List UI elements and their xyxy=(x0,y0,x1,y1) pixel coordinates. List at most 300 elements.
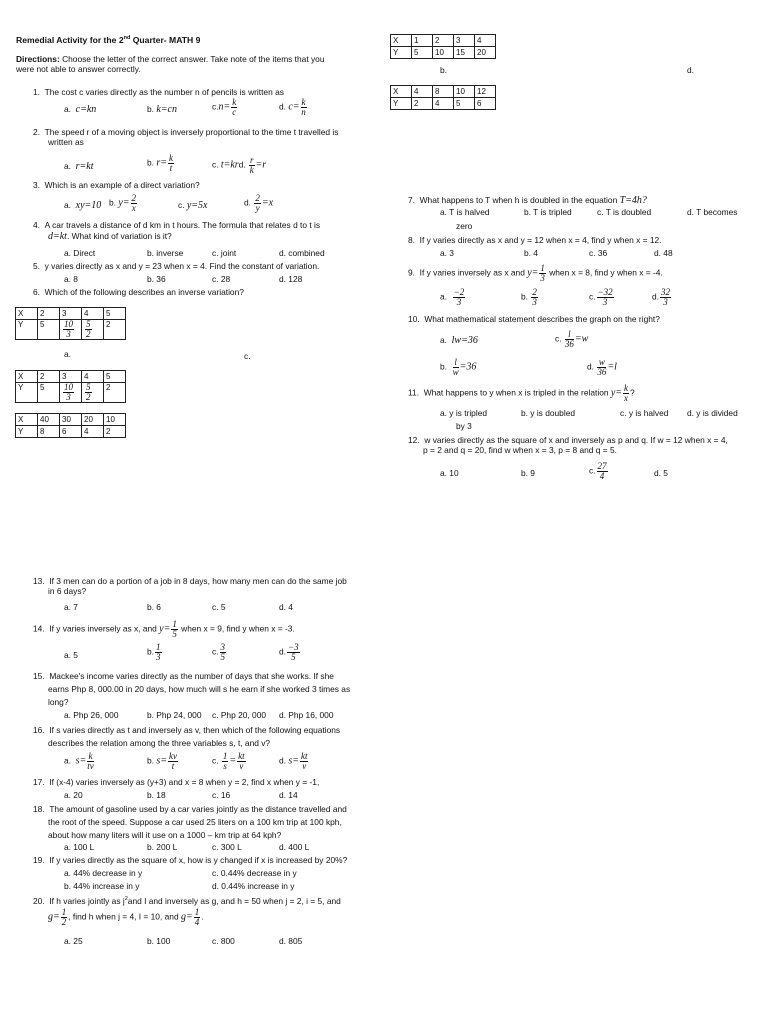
q17-option-c[interactable]: c. 16 xyxy=(212,790,231,800)
fraction xyxy=(249,156,255,175)
cell: X xyxy=(16,308,38,320)
q8-option-b[interactable]: b. 4 xyxy=(524,248,538,258)
denominator: 5 xyxy=(172,629,177,639)
fraction xyxy=(220,643,227,662)
numerator: 2 xyxy=(255,193,260,203)
question-math: y= xyxy=(159,623,171,635)
q20-option-d[interactable]: d. 805 xyxy=(279,936,303,946)
q11-option-d[interactable]: d. y is divided xyxy=(687,408,738,418)
denominator: x xyxy=(131,203,136,213)
question-text-line2: written as xyxy=(48,136,84,147)
q4-option-d[interactable]: d. combined xyxy=(279,248,325,258)
fraction xyxy=(85,383,92,402)
q6-table-b xyxy=(390,34,496,59)
q8-option-c[interactable]: c. 36 xyxy=(589,248,608,258)
option-math: =x xyxy=(261,197,274,209)
numerator: 2 xyxy=(532,287,537,297)
q12-option-b[interactable]: b. 9 xyxy=(521,468,535,478)
question-text-line2: , find h when j = 4, I = 10, and xyxy=(68,911,181,922)
denominator: t xyxy=(169,163,173,173)
fraction xyxy=(597,288,614,307)
cell: 4 xyxy=(82,426,104,438)
denominator: n xyxy=(301,107,306,117)
cell: 5 xyxy=(104,308,126,320)
q11-option-d-cont: by 3 xyxy=(456,421,472,431)
option-letter: a. xyxy=(440,291,447,302)
cell: X xyxy=(16,414,38,426)
cell-fraction xyxy=(82,383,104,403)
option-letter: d. xyxy=(279,646,286,657)
cell: 4 xyxy=(82,371,104,383)
option-letter: d. xyxy=(238,159,246,170)
directions-label: Directions: xyxy=(16,54,60,64)
cell-fraction xyxy=(60,320,82,340)
option-letter: c. xyxy=(212,755,219,766)
question-text: If 3 men can do a portion of a job in 8 days, how many men can do the same job xyxy=(49,576,347,586)
fraction xyxy=(63,383,74,402)
numerator: kv xyxy=(168,751,177,761)
question-math: y= xyxy=(610,387,623,399)
option-letter: a. xyxy=(64,104,71,114)
cell: 3 xyxy=(454,35,475,47)
q12-option-d[interactable]: d. 5 xyxy=(654,468,668,478)
q14-option-d[interactable] xyxy=(279,643,301,662)
cell: 6 xyxy=(475,98,496,110)
cell: X xyxy=(391,35,412,47)
cell: Y xyxy=(391,47,412,59)
q16-option-d[interactable] xyxy=(279,752,309,771)
numerator: w xyxy=(598,357,605,367)
denominator: v xyxy=(302,761,307,771)
q13-option-d[interactable]: d. 4 xyxy=(279,602,293,612)
numerator: 5 xyxy=(86,319,91,329)
question-text-end: ? xyxy=(630,387,635,398)
cell: 6 xyxy=(60,426,82,438)
question-math: g= xyxy=(180,911,193,923)
cell: 10 xyxy=(104,414,126,426)
question-text: The amount of gasoline used by a car varies jointly as the distance travelled and xyxy=(49,804,347,814)
question-number: 16. xyxy=(33,725,45,735)
option-letter: b. xyxy=(147,104,154,114)
cell: 4 xyxy=(82,308,104,320)
question-text-line2: describes the relation among the three variables s, t, and v? xyxy=(48,738,271,749)
question-math: T=4h? xyxy=(619,195,647,206)
q19-option-a[interactable]: a. 44% decrease in y xyxy=(64,868,143,878)
q19-option-d[interactable]: d. 0.44% increase in y xyxy=(212,881,295,891)
numerator: k xyxy=(301,97,306,107)
question-text-line2: . What kind of variation is it? xyxy=(66,230,172,241)
numerator: 1 xyxy=(61,907,67,917)
cell: 30 xyxy=(60,414,82,426)
question-number: 9. xyxy=(408,267,415,278)
q1-option-a[interactable] xyxy=(64,104,96,116)
numerator: 1 xyxy=(222,751,228,761)
q16-option-c[interactable] xyxy=(212,752,247,771)
cell: 4 xyxy=(433,98,454,110)
numerator: k xyxy=(168,153,173,163)
question-text-line2: earns Php 8, 000.00 in 20 days, how much will s he earn if she worked 3 times as xyxy=(48,684,351,695)
question-number: 15. xyxy=(33,671,45,681)
q11-option-c[interactable]: c. y is halved xyxy=(620,408,669,418)
q7-option-d-cont: zero xyxy=(456,221,473,231)
question-text: If s varies directly as t and inversely as v, then which of the following equations xyxy=(49,725,341,735)
q3-option-a[interactable] xyxy=(64,200,101,212)
numerator: 2 xyxy=(131,193,137,203)
fraction xyxy=(61,908,68,927)
fraction xyxy=(155,643,162,662)
denominator: k xyxy=(249,165,254,175)
option-letter: c. xyxy=(212,101,219,112)
option-letter: b. xyxy=(147,646,154,657)
q7-option-d[interactable]: d. T becomes xyxy=(687,207,738,217)
option-math: =l xyxy=(607,361,617,373)
q10-option-d[interactable] xyxy=(587,358,617,377)
option-math: s= xyxy=(75,755,87,767)
table-row-y xyxy=(16,383,126,403)
cell: Y xyxy=(16,383,38,403)
q20-option-b[interactable]: b. 100 xyxy=(147,936,171,946)
question-text-line2: p = 2 and q = 20, find w when x = 3, p = 8 and q = 5. xyxy=(423,444,617,455)
denominator: 4 xyxy=(194,917,200,927)
q6-table-c xyxy=(15,370,126,403)
question-text: What happens to T when h is doubled in the equation xyxy=(419,195,620,205)
question-text: A car travels a distance of d km in t hours. The formula that relates d to t is xyxy=(44,220,321,230)
option-math: k=cn xyxy=(156,104,177,115)
option-math: c= xyxy=(288,101,300,113)
question-text: If h varies jointly as j xyxy=(49,895,125,906)
denominator: 3 xyxy=(602,297,608,307)
q15-option-b[interactable]: b. Php 24, 000 xyxy=(147,710,202,720)
denominator: t xyxy=(171,761,175,771)
numerator: 10 xyxy=(64,319,73,329)
denominator: 2 xyxy=(61,917,67,927)
question-2 xyxy=(33,128,378,147)
fraction xyxy=(453,288,466,307)
q8-option-a[interactable]: a. 3 xyxy=(440,248,454,258)
option-math: =36 xyxy=(459,361,477,373)
fraction xyxy=(301,98,307,117)
q18-option-a[interactable]: a. 100 L xyxy=(64,842,95,852)
q11-option-a[interactable]: a. y is tripled xyxy=(440,408,488,418)
title-superscript: nd xyxy=(123,35,131,41)
q19-option-b[interactable]: b. 44% increase in y xyxy=(64,881,140,891)
question-text: y varies directly as x and y = 23 when x = 4. Find the constant of variation. xyxy=(44,261,320,271)
option-letter: b. xyxy=(147,755,154,766)
denominator: c xyxy=(232,107,237,117)
q14-option-b[interactable] xyxy=(147,643,163,662)
q6-label-a[interactable]: a. xyxy=(64,349,71,359)
cell-fraction xyxy=(82,320,104,340)
cell: 2 xyxy=(104,383,126,403)
q6-label-d[interactable]: d. xyxy=(687,65,694,75)
q11-option-b[interactable]: b. y is doubled xyxy=(521,408,576,418)
q4-option-c[interactable]: c. joint xyxy=(212,248,237,258)
question-14 xyxy=(33,620,295,639)
question-text-end: when x = 8, find y when x = -4. xyxy=(546,267,663,278)
q6-table-a xyxy=(15,307,126,340)
title-text: Remedial Activity for the 2 xyxy=(16,34,124,45)
question-3 xyxy=(33,181,200,191)
option-letter: d. xyxy=(279,755,286,766)
q20-option-a[interactable]: a. 25 xyxy=(64,936,83,946)
question-number: 1. xyxy=(33,87,40,97)
q1-option-b[interactable] xyxy=(147,104,177,116)
q12-option-c[interactable] xyxy=(589,462,609,481)
question-text-end: . xyxy=(201,911,204,922)
question-number: 7. xyxy=(408,195,415,205)
question-math: g= xyxy=(48,911,60,923)
q14-option-a[interactable]: a. 5 xyxy=(64,650,78,660)
question-text: w varies directly as the square of x and inversely as p and q. If w = 12 when x = 4, xyxy=(424,435,728,445)
q9-option-d[interactable] xyxy=(652,288,672,307)
option-math: lw=36 xyxy=(451,335,478,346)
question-text: Which of the following describes an inverse variation? xyxy=(44,287,244,297)
option-math: r= xyxy=(156,157,167,169)
denominator: v xyxy=(239,761,244,771)
fraction xyxy=(168,154,174,173)
cell: Y xyxy=(391,98,412,110)
q6-table-d xyxy=(390,85,496,110)
numerator: 3 xyxy=(220,642,226,652)
numerator: 1 xyxy=(194,907,200,917)
denominator: w xyxy=(452,367,459,377)
numerator: k xyxy=(232,97,237,107)
cell: 20 xyxy=(475,47,496,59)
q9-option-b[interactable] xyxy=(521,288,539,307)
table-row-x xyxy=(16,308,126,320)
cell: Y xyxy=(16,426,38,438)
q18-option-b[interactable]: b. 200 L xyxy=(147,842,178,852)
q10-option-a[interactable] xyxy=(440,335,478,347)
cell-fraction xyxy=(60,383,82,403)
question-number: 20. xyxy=(33,895,45,906)
option-letter: b. xyxy=(109,197,116,208)
question-text: What happens to y when x is tripled in the relation xyxy=(423,387,611,398)
question-16 xyxy=(33,724,378,750)
q9-option-a[interactable] xyxy=(440,288,466,307)
cell: 2 xyxy=(38,308,60,320)
question-text: What mathematical statement describes the graph on the right? xyxy=(424,314,660,324)
q2-option-b[interactable] xyxy=(147,154,175,173)
q18-option-d[interactable]: d. 400 L xyxy=(279,842,310,852)
directions-text-line2: were not able to answer correctly. xyxy=(16,63,141,74)
table-row-y xyxy=(16,426,126,438)
numerator: k xyxy=(88,751,93,761)
fraction xyxy=(623,384,629,403)
option-math: s= xyxy=(156,755,167,767)
q16-option-a[interactable] xyxy=(64,752,95,771)
question-number: 13. xyxy=(33,576,45,586)
option-letter: b. xyxy=(440,361,447,372)
question-5 xyxy=(33,262,319,272)
option-letter: d. xyxy=(279,101,286,112)
question-text: If y varies directly as the square of x, how is y changed if x is increased by 20%? xyxy=(49,855,348,865)
question-text: If y varies inversely as x and xyxy=(419,267,528,278)
fraction xyxy=(168,752,178,771)
q13-option-a[interactable]: a. 7 xyxy=(64,602,78,612)
denominator: 2 xyxy=(86,329,91,339)
question-text: The speed r of a moving object is inversely proportional to the time t travelled is xyxy=(44,127,339,137)
directions-text: Choose the letter of the correct answer. Take note of the items that you xyxy=(59,54,325,64)
option-math: = xyxy=(229,755,237,767)
option-letter: c. xyxy=(589,291,596,302)
question-text-line3: long? xyxy=(48,697,69,708)
numerator: l xyxy=(454,357,457,367)
q5-option-d[interactable]: d. 128 xyxy=(279,274,303,284)
numerator: −2 xyxy=(453,287,465,297)
q10-option-b[interactable] xyxy=(440,358,476,377)
option-letter: d. xyxy=(652,291,659,302)
option-letter: c. xyxy=(178,200,185,210)
q6-label-c[interactable]: c. xyxy=(244,351,251,361)
question-text-end: when x = 9, find y when x = -3. xyxy=(178,623,295,634)
q18-option-c[interactable]: c. 300 L xyxy=(212,842,242,852)
question-text-cont: and I and inversely as g, and h = 50 when j = 2, i = 5, and xyxy=(127,895,341,906)
cell: 8 xyxy=(433,86,454,98)
q4-option-b[interactable]: b. inverse xyxy=(147,248,184,258)
option-math: =w xyxy=(574,333,589,345)
option-letter: a. xyxy=(440,335,447,345)
question-20 xyxy=(33,896,341,906)
fraction xyxy=(87,752,94,771)
fraction xyxy=(231,98,237,117)
question-number: 10. xyxy=(408,314,420,324)
denominator: s xyxy=(223,761,227,771)
question-9 xyxy=(408,264,663,283)
fraction xyxy=(300,752,309,771)
fraction xyxy=(539,264,546,283)
q17-option-d[interactable]: d. 14 xyxy=(279,790,298,800)
question-text: The cost c varies directly as the number n of pencils is written as xyxy=(44,87,284,97)
question-number: 14. xyxy=(33,623,45,634)
option-letter: c. xyxy=(589,465,596,476)
directions xyxy=(16,55,366,74)
fraction xyxy=(85,320,92,339)
numerator: kt xyxy=(300,751,308,761)
q7-option-a[interactable]: a. T is halved xyxy=(440,207,490,217)
cell: Y xyxy=(16,320,38,340)
q15-option-a[interactable]: a. Php 26, 000 xyxy=(64,710,119,720)
q3-option-b[interactable] xyxy=(109,194,138,213)
fraction xyxy=(171,620,178,639)
question-math: y= xyxy=(527,267,539,279)
q12-option-a[interactable]: a. 10 xyxy=(440,468,459,478)
table-row-x xyxy=(16,371,126,383)
q13-option-b[interactable]: b. 6 xyxy=(147,602,161,612)
denominator: 4 xyxy=(599,471,605,481)
q15-option-d[interactable]: d. Php 16, 000 xyxy=(279,710,334,720)
cell: X xyxy=(16,371,38,383)
q13-option-c[interactable]: c. 5 xyxy=(212,602,226,612)
cell: 15 xyxy=(454,47,475,59)
q15-option-c[interactable]: c. Php 20, 000 xyxy=(212,710,267,720)
q3-option-d[interactable] xyxy=(244,194,273,213)
question-15 xyxy=(33,670,378,709)
cell: 2 xyxy=(412,98,433,110)
fraction xyxy=(287,643,300,662)
table-row-x xyxy=(391,35,496,47)
fraction xyxy=(222,752,229,771)
cell: 4 xyxy=(475,35,496,47)
denominator: 5 xyxy=(220,652,226,662)
option-letter: c. xyxy=(212,159,219,170)
denominator: 3 xyxy=(540,273,545,283)
denominator: 5 xyxy=(291,652,296,662)
q5-option-b[interactable]: b. 36 xyxy=(147,274,166,284)
q17-option-a[interactable]: a. 20 xyxy=(64,790,83,800)
q7-option-b[interactable]: b. T is tripled xyxy=(524,207,572,217)
question-17 xyxy=(33,778,319,788)
denominator: 3 xyxy=(66,392,71,402)
option-letter: a. xyxy=(64,755,71,766)
numerator: −32 xyxy=(597,287,613,297)
fraction xyxy=(254,194,261,213)
cell: 10 xyxy=(454,86,475,98)
q8-option-d[interactable]: d. 48 xyxy=(654,248,673,258)
cell: 8 xyxy=(38,426,60,438)
fraction xyxy=(597,358,606,377)
q2-option-c-d[interactable] xyxy=(212,156,266,175)
fraction xyxy=(453,358,459,377)
cell: 5 xyxy=(104,371,126,383)
q1-option-d[interactable] xyxy=(279,98,308,117)
q3-option-c[interactable] xyxy=(178,200,207,212)
q1-option-c[interactable] xyxy=(212,98,238,117)
question-4 xyxy=(33,221,378,242)
q17-option-b[interactable]: b. 18 xyxy=(147,790,166,800)
q4-option-a[interactable]: a. Direct xyxy=(64,248,96,258)
cell: 5 xyxy=(412,47,433,59)
denominator: x xyxy=(624,393,629,403)
option-math: xy=10 xyxy=(75,200,102,211)
option-math: t=kr xyxy=(220,159,239,171)
numerator: 5 xyxy=(86,382,91,392)
denominator: 2 xyxy=(86,392,91,402)
option-letter: b. xyxy=(147,157,154,168)
question-7 xyxy=(408,195,647,207)
cell: 10 xyxy=(433,47,454,59)
fraction xyxy=(660,288,671,307)
q10-option-c[interactable] xyxy=(555,330,588,349)
q20-option-c[interactable]: c. 800 xyxy=(212,936,235,946)
superscript: 2 xyxy=(124,896,128,902)
question-1 xyxy=(33,88,284,98)
q5-option-c[interactable]: c. 28 xyxy=(212,274,231,284)
denominator: 36 xyxy=(597,367,607,377)
cell: X xyxy=(391,86,412,98)
q9-option-c[interactable] xyxy=(589,288,615,307)
q6-label-b[interactable]: b. xyxy=(440,65,447,75)
q2-option-a[interactable] xyxy=(64,161,94,173)
q19-option-c[interactable]: c. 0.44% decrease in y xyxy=(212,868,297,878)
option-math: n= xyxy=(218,101,231,113)
q7-option-c[interactable]: c. T is doubled xyxy=(597,207,652,217)
question-text: Which is an example of a direct variation? xyxy=(44,180,200,190)
question-12 xyxy=(408,436,763,455)
question-number: 4. xyxy=(33,220,40,230)
option-letter: d. xyxy=(587,361,594,372)
option-letter: c. xyxy=(212,646,219,657)
q16-option-b[interactable] xyxy=(147,752,179,771)
numerator: kt xyxy=(238,751,245,761)
q5-option-a[interactable]: a. 8 xyxy=(64,274,78,284)
cell: 2 xyxy=(104,426,126,438)
fraction xyxy=(194,907,204,927)
q14-option-c[interactable] xyxy=(212,643,227,662)
denominator: y xyxy=(255,203,260,213)
option-math: r=kt xyxy=(75,161,94,172)
question-text: If y varies inversely as x, and xyxy=(49,623,160,634)
